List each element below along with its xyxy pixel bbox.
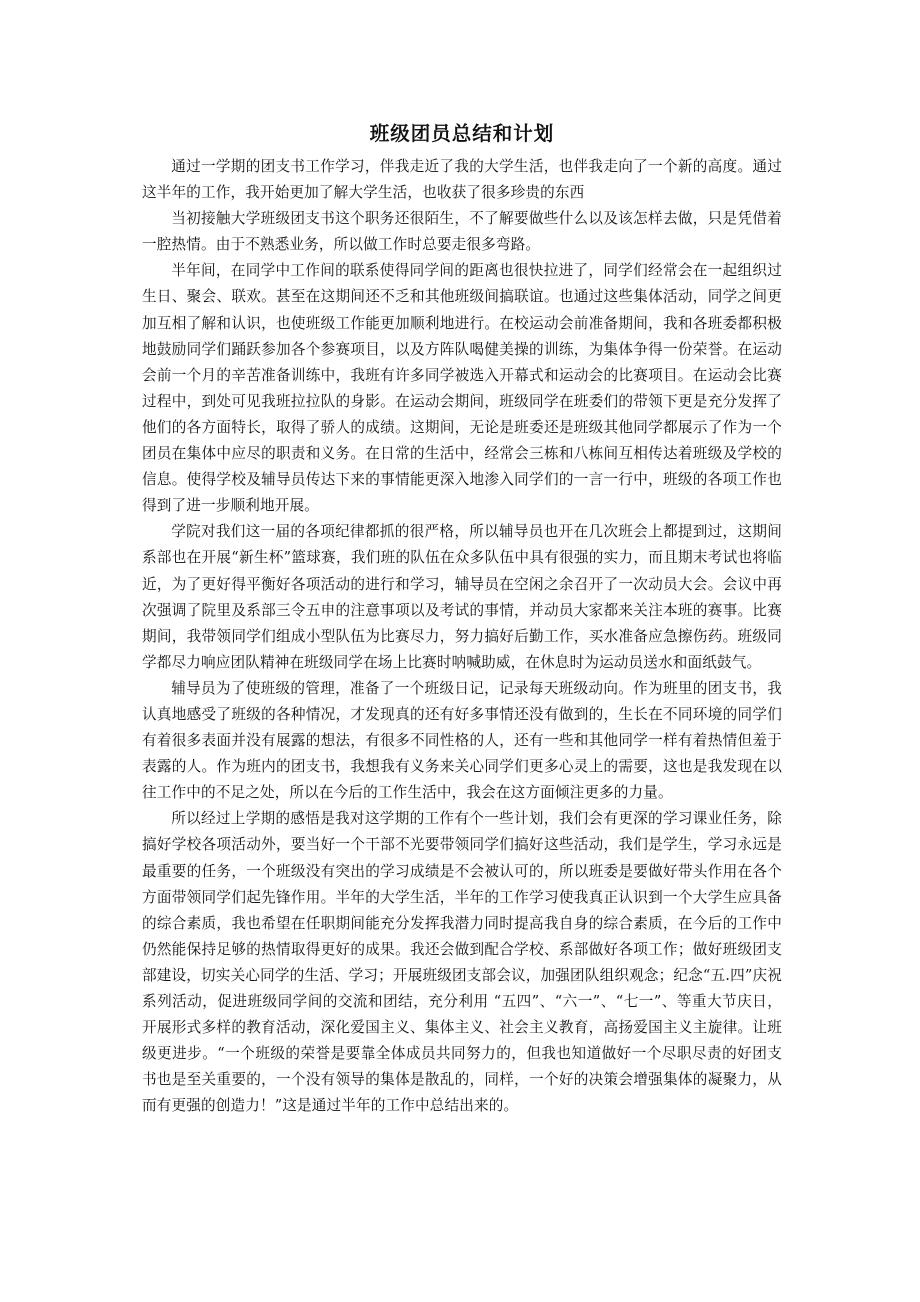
paragraph-intro: 通过一学期的团支书工作学习，伴我走近了我的大学生活，也伴我走向了一个新的高度。通过这半年的工作，我开始更加了解大学生活，也收获了很多珍贵的东西 xyxy=(142,158,782,202)
document-title: 班级团员总结和计划 xyxy=(369,122,555,145)
paragraph-half-year: 半年间，在同学中工作间的联系使得同学间的距离也很快拉进了，同学们经常会在一起组织过生日、聚会、联欢。甚至在这期间还不乏和其他班级间搞联谊。也通过这些集体活动，同学之间更加互相了解和认识，也使班级工作能更加顺利地进行。在校运动会前准备期间，我和各班委都积极地鼓励同学们踊跃参加各个参赛项目，以及方阵队喝健美操的训练，为集体争得一份荣誉。在运动会前一个月的辛苦准备训练中，我班有许多同学被选入开幕式和运动会的比赛项目。在运动会比赛过程中，到处可见我班拉拉队的身影。在运动会期间，班级同学在班委们的带领下更是充分发挥了他们的各方面特长，取得了骄人的成绩。这期间，无论是班委还是班级其他同学都展示了作为一个团员在集体中应尽的职责和义务。在日常的生活中，经常会三栋和八栋间互相传达着班级及学校的信息。使得学校及辅导员传达下来的事情能更深入地渗入同学们的一言一行中，班级的各项工作也得到了进一步顺利地开展。 xyxy=(142,262,782,515)
paragraph-class-diary: 辅导员为了使班级的管理，准备了一个班级日记，记录每天班级动向。作为班里的团支书，我认真地感受了班级的各种情况，才发现真的还有好多事情还没有做到的，生长在不同环境的同学们有着很多表面并没有展露的想法，有很多不同性格的人，还有一些和其他同学一样有着热情但羞于表露的人。作为班内的团支书，我想我有义务来关心同学们更多心灵上的需要，这也是我发现在以往工作中的不足之处，所以在今后的工作生活中，我会在这方面倾注更多的力量。 xyxy=(142,679,782,802)
paragraph-discipline: 学院对我们这一届的各项纪律都抓的很严格，所以辅导员也开在几次班会上都提到过，这期间系部也在开展“新生杯”篮球赛，我们班的队伍在众多队伍中具有很强的实力，而且期末考试也将临近，为了更好得平衡好各项活动的进行和学习，辅导员在空闲之余召开了一次动员大会。会议中再次强调了院里及系部三令五申的注意事项以及考试的事情，并动员大家都来关注本班的赛事。比赛期间，我带领同学们组成小型队伍为比赛尽力，努力搞好后勤工作，买水准备应急擦伤药。班级同学都尽力响应团队精神在班级同学在场上比赛时呐喊助威，在休息时为运动员送水和面纸鼓气。 xyxy=(142,523,782,671)
paragraph-plan: 所以经过上学期的感悟是我对这学期的工作有个一些计划，我们会有更深的学习课业任务，除搞好学校各项活动外，要当好一个干部不光要带领同学们搞好这些活动，我们是学生，学习永远是最重要的任务，一个班级没有突出的学习成绩是不会被认可的，所以班委是要做好带头作用在各个方面带领同学们起先锋作用。半年的大学生活，半年的工作学习使我真正认识到一个大学生应具备的综合素质，我也希望在任职期间能充分发挥我潜力同时提高我自身的综合素质，在今后的工作中仍然能保持足够的热情取得更好的成果。我还会做到配合学校、系部做好各项工作；做好班级团支部建设，切实关心同学的生活、学习；开展班级团支部会议，加强团队组织观念；纪念“五.四”庆祝系列活动，促进班级同学间的交流和团结，充分利用 “五四”、“六一”、“七一”、等重大节庆日，开展形式多样的教育活动，深化爱国主义、集体主义、社会主义教育，高扬爱国主义主旋律。让班级更进步。“一个班级的荣誉是要靠全体成员共同努力的，但我也知道做好一个尽职尽责的好团支书也是至关重要的，一个没有领导的集体是散乱的，同样，一个好的决策会增强集体的凝聚力，从而有更强的创造力！”这是通过半年的工作中总结出来的。 xyxy=(142,810,782,1115)
document-body xyxy=(142,118,782,1119)
paragraph-beginning: 当初接触大学班级团支书这个职务还很陌生，不了解要做些什么以及该怎样去做，只是凭借着一腔热情。由于不熟悉业务，所以做工作时总要走很多弯路。 xyxy=(142,210,782,254)
